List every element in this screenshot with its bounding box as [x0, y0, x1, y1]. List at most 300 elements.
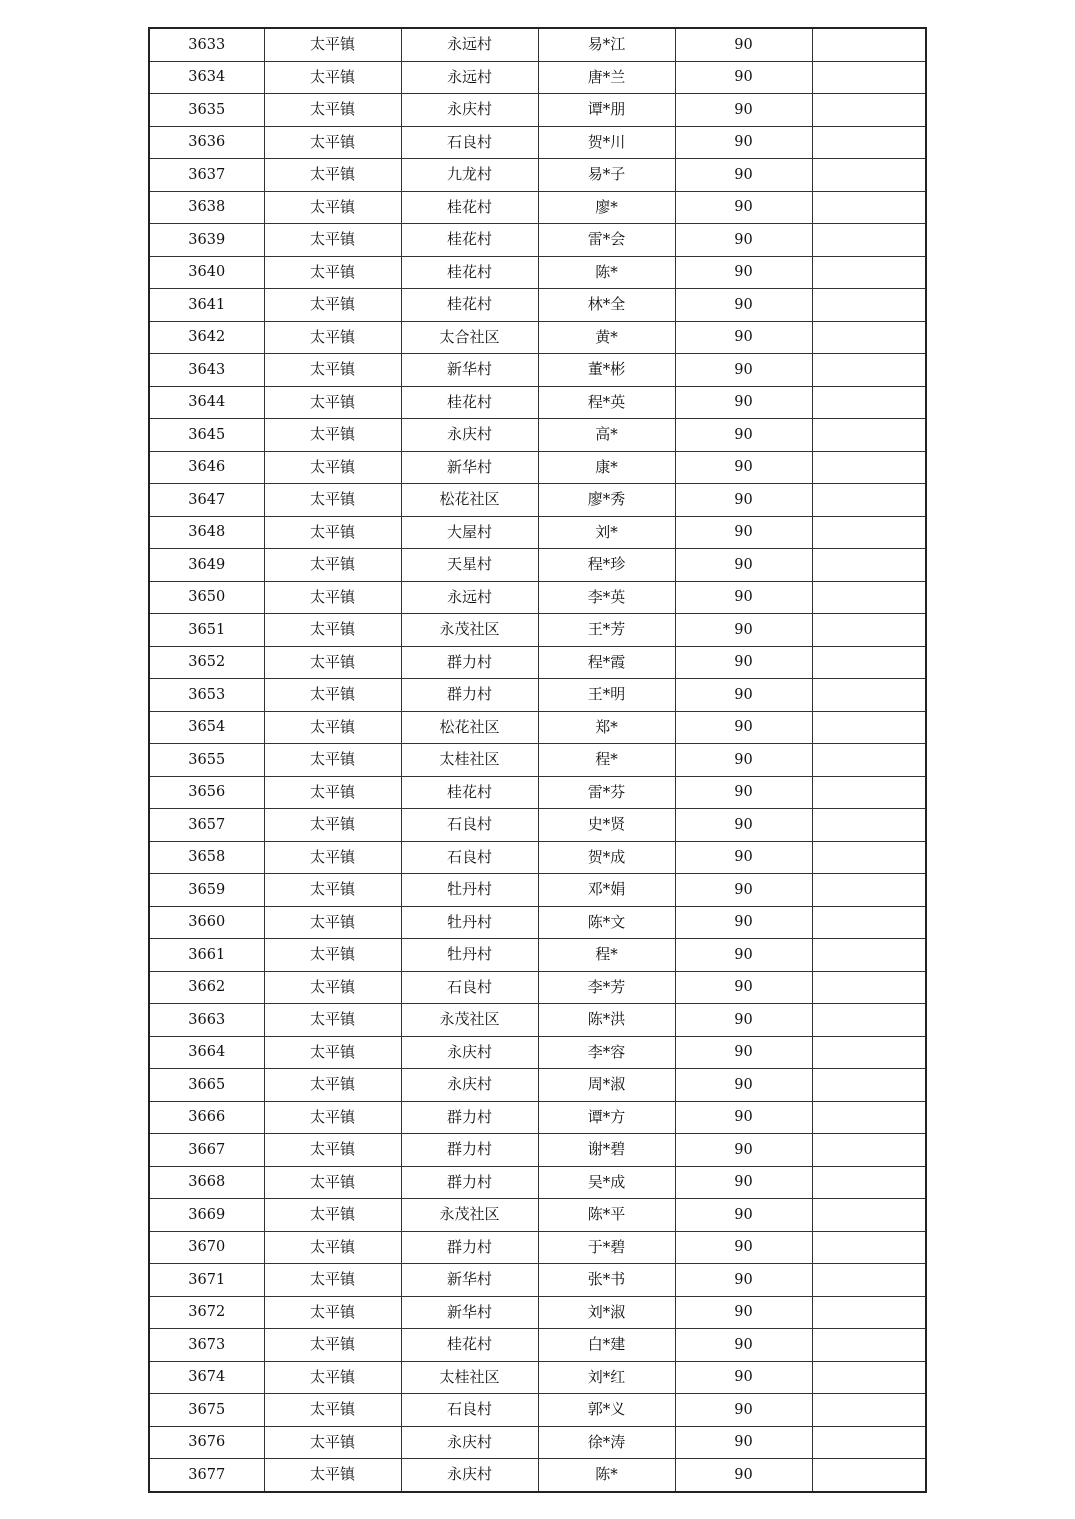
name-cell: 王*芳	[538, 614, 675, 647]
remark-cell	[812, 256, 926, 289]
name-cell: 雷*芬	[538, 776, 675, 809]
remark-cell	[812, 1329, 926, 1362]
town-cell: 太平镇	[264, 776, 401, 809]
name-cell: 唐*兰	[538, 61, 675, 94]
town-cell: 太平镇	[264, 1231, 401, 1264]
score-cell: 90	[675, 94, 812, 127]
score-cell: 90	[675, 581, 812, 614]
table-row	[149, 1134, 926, 1167]
name-cell: 康*	[538, 451, 675, 484]
table-row	[149, 776, 926, 809]
remark-cell	[812, 1426, 926, 1459]
town-cell: 太平镇	[264, 1036, 401, 1069]
name-cell: 刘*	[538, 516, 675, 549]
roster-table-body	[149, 28, 926, 1492]
name-cell: 谭*方	[538, 1101, 675, 1134]
name-cell: 郭*义	[538, 1394, 675, 1427]
village-cell: 大屋村	[401, 516, 538, 549]
table-row	[149, 516, 926, 549]
serial-number-cell: 3672	[149, 1296, 264, 1329]
name-cell: 陈*	[538, 1459, 675, 1492]
serial-number-cell: 3671	[149, 1264, 264, 1297]
table-row	[149, 1329, 926, 1362]
town-cell: 太平镇	[264, 679, 401, 712]
serial-number-cell: 3677	[149, 1459, 264, 1492]
serial-number-cell: 3651	[149, 614, 264, 647]
name-cell: 陈*平	[538, 1199, 675, 1232]
village-cell: 新华村	[401, 1296, 538, 1329]
village-cell: 牡丹村	[401, 874, 538, 907]
name-cell: 程*	[538, 744, 675, 777]
remark-cell	[812, 776, 926, 809]
village-cell: 永远村	[401, 61, 538, 94]
remark-cell	[812, 679, 926, 712]
serial-number-cell: 3668	[149, 1166, 264, 1199]
remark-cell	[812, 126, 926, 159]
table-row	[149, 126, 926, 159]
name-cell: 张*书	[538, 1264, 675, 1297]
table-row	[149, 321, 926, 354]
village-cell: 永远村	[401, 28, 538, 61]
town-cell: 太平镇	[264, 224, 401, 257]
serial-number-cell: 3655	[149, 744, 264, 777]
village-cell: 新华村	[401, 451, 538, 484]
town-cell: 太平镇	[264, 1134, 401, 1167]
name-cell: 林*全	[538, 289, 675, 322]
name-cell: 廖*	[538, 191, 675, 224]
table-row	[149, 224, 926, 257]
name-cell: 程*	[538, 939, 675, 972]
name-cell: 董*彬	[538, 354, 675, 387]
remark-cell	[812, 484, 926, 517]
village-cell: 石良村	[401, 809, 538, 842]
serial-number-cell: 3652	[149, 646, 264, 679]
name-cell: 邓*娟	[538, 874, 675, 907]
score-cell: 90	[675, 1004, 812, 1037]
remark-cell	[812, 744, 926, 777]
score-cell: 90	[675, 646, 812, 679]
score-cell: 90	[675, 1199, 812, 1232]
table-row	[149, 809, 926, 842]
remark-cell	[812, 1296, 926, 1329]
remark-cell	[812, 224, 926, 257]
serial-number-cell: 3647	[149, 484, 264, 517]
village-cell: 永庆村	[401, 1069, 538, 1102]
table-row	[149, 419, 926, 452]
score-cell: 90	[675, 28, 812, 61]
name-cell: 谢*碧	[538, 1134, 675, 1167]
table-row	[149, 191, 926, 224]
town-cell: 太平镇	[264, 1329, 401, 1362]
serial-number-cell: 3664	[149, 1036, 264, 1069]
remark-cell	[812, 321, 926, 354]
name-cell: 程*霞	[538, 646, 675, 679]
score-cell: 90	[675, 549, 812, 582]
village-cell: 牡丹村	[401, 939, 538, 972]
town-cell: 太平镇	[264, 1166, 401, 1199]
serial-number-cell: 3669	[149, 1199, 264, 1232]
remark-cell	[812, 581, 926, 614]
serial-number-cell: 3634	[149, 61, 264, 94]
town-cell: 太平镇	[264, 841, 401, 874]
village-cell: 松花社区	[401, 484, 538, 517]
village-cell: 石良村	[401, 971, 538, 1004]
score-cell: 90	[675, 711, 812, 744]
remark-cell	[812, 28, 926, 61]
remark-cell	[812, 1004, 926, 1037]
table-row	[149, 159, 926, 192]
table-row	[149, 1361, 926, 1394]
village-cell: 石良村	[401, 1394, 538, 1427]
score-cell: 90	[675, 1231, 812, 1264]
remark-cell	[812, 809, 926, 842]
table-row	[149, 711, 926, 744]
serial-number-cell: 3667	[149, 1134, 264, 1167]
score-cell: 90	[675, 159, 812, 192]
table-row	[149, 939, 926, 972]
table-row	[149, 874, 926, 907]
remark-cell	[812, 386, 926, 419]
name-cell: 李*芳	[538, 971, 675, 1004]
name-cell: 刘*红	[538, 1361, 675, 1394]
town-cell: 太平镇	[264, 1101, 401, 1134]
remark-cell	[812, 159, 926, 192]
table-row	[149, 1426, 926, 1459]
remark-cell	[812, 1199, 926, 1232]
remark-cell	[812, 61, 926, 94]
serial-number-cell: 3670	[149, 1231, 264, 1264]
table-row	[149, 841, 926, 874]
serial-number-cell: 3641	[149, 289, 264, 322]
village-cell: 永茂社区	[401, 1199, 538, 1232]
village-cell: 永茂社区	[401, 614, 538, 647]
serial-number-cell: 3674	[149, 1361, 264, 1394]
town-cell: 太平镇	[264, 906, 401, 939]
serial-number-cell: 3633	[149, 28, 264, 61]
town-cell: 太平镇	[264, 549, 401, 582]
table-row	[149, 581, 926, 614]
name-cell: 贺*川	[538, 126, 675, 159]
serial-number-cell: 3648	[149, 516, 264, 549]
serial-number-cell: 3639	[149, 224, 264, 257]
town-cell: 太平镇	[264, 451, 401, 484]
name-cell: 贺*成	[538, 841, 675, 874]
remark-cell	[812, 191, 926, 224]
score-cell: 90	[675, 1134, 812, 1167]
village-cell: 牡丹村	[401, 906, 538, 939]
village-cell: 桂花村	[401, 224, 538, 257]
town-cell: 太平镇	[264, 191, 401, 224]
town-cell: 太平镇	[264, 809, 401, 842]
table-row	[149, 1069, 926, 1102]
table-row	[149, 1166, 926, 1199]
table-row	[149, 1004, 926, 1037]
name-cell: 易*江	[538, 28, 675, 61]
serial-number-cell: 3673	[149, 1329, 264, 1362]
serial-number-cell: 3662	[149, 971, 264, 1004]
table-row	[149, 1394, 926, 1427]
serial-number-cell: 3656	[149, 776, 264, 809]
table-row	[149, 256, 926, 289]
remark-cell	[812, 516, 926, 549]
remark-cell	[812, 94, 926, 127]
score-cell: 90	[675, 1264, 812, 1297]
town-cell: 太平镇	[264, 126, 401, 159]
serial-number-cell: 3649	[149, 549, 264, 582]
score-cell: 90	[675, 1166, 812, 1199]
town-cell: 太平镇	[264, 1426, 401, 1459]
town-cell: 太平镇	[264, 1394, 401, 1427]
remark-cell	[812, 711, 926, 744]
score-cell: 90	[675, 354, 812, 387]
score-cell: 90	[675, 1101, 812, 1134]
village-cell: 桂花村	[401, 256, 538, 289]
remark-cell	[812, 549, 926, 582]
name-cell: 徐*涛	[538, 1426, 675, 1459]
town-cell: 太平镇	[264, 28, 401, 61]
table-row	[149, 94, 926, 127]
score-cell: 90	[675, 809, 812, 842]
score-cell: 90	[675, 1069, 812, 1102]
name-cell: 高*	[538, 419, 675, 452]
serial-number-cell: 3653	[149, 679, 264, 712]
score-cell: 90	[675, 451, 812, 484]
remark-cell	[812, 614, 926, 647]
town-cell: 太平镇	[264, 1459, 401, 1492]
remark-cell	[812, 646, 926, 679]
name-cell: 雷*会	[538, 224, 675, 257]
town-cell: 太平镇	[264, 1361, 401, 1394]
town-cell: 太平镇	[264, 939, 401, 972]
score-cell: 90	[675, 744, 812, 777]
table-row	[149, 451, 926, 484]
village-cell: 桂花村	[401, 386, 538, 419]
remark-cell	[812, 971, 926, 1004]
serial-number-cell: 3646	[149, 451, 264, 484]
remark-cell	[812, 874, 926, 907]
name-cell: 刘*淑	[538, 1296, 675, 1329]
town-cell: 太平镇	[264, 646, 401, 679]
serial-number-cell: 3659	[149, 874, 264, 907]
score-cell: 90	[675, 61, 812, 94]
table-row	[149, 28, 926, 61]
town-cell: 太平镇	[264, 354, 401, 387]
name-cell: 谭*朋	[538, 94, 675, 127]
village-cell: 永庆村	[401, 1459, 538, 1492]
village-cell: 松花社区	[401, 711, 538, 744]
village-cell: 群力村	[401, 1231, 538, 1264]
score-cell: 90	[675, 906, 812, 939]
remark-cell	[812, 1459, 926, 1492]
table-row	[149, 1264, 926, 1297]
table-row	[149, 549, 926, 582]
name-cell: 李*英	[538, 581, 675, 614]
remark-cell	[812, 354, 926, 387]
table-row	[149, 1459, 926, 1492]
town-cell: 太平镇	[264, 61, 401, 94]
village-cell: 新华村	[401, 1264, 538, 1297]
name-cell: 易*子	[538, 159, 675, 192]
village-cell: 天星村	[401, 549, 538, 582]
remark-cell	[812, 841, 926, 874]
serial-number-cell: 3665	[149, 1069, 264, 1102]
town-cell: 太平镇	[264, 1004, 401, 1037]
village-cell: 群力村	[401, 1101, 538, 1134]
table-row	[149, 614, 926, 647]
score-cell: 90	[675, 191, 812, 224]
village-cell: 群力村	[401, 646, 538, 679]
town-cell: 太平镇	[264, 1264, 401, 1297]
table-row	[149, 1036, 926, 1069]
village-cell: 群力村	[401, 1134, 538, 1167]
name-cell: 陈*文	[538, 906, 675, 939]
village-cell: 桂花村	[401, 776, 538, 809]
town-cell: 太平镇	[264, 289, 401, 322]
village-cell: 永庆村	[401, 1426, 538, 1459]
village-cell: 石良村	[401, 126, 538, 159]
score-cell: 90	[675, 874, 812, 907]
score-cell: 90	[675, 1036, 812, 1069]
score-cell: 90	[675, 516, 812, 549]
score-cell: 90	[675, 126, 812, 159]
remark-cell	[812, 906, 926, 939]
serial-number-cell: 3636	[149, 126, 264, 159]
serial-number-cell: 3637	[149, 159, 264, 192]
score-cell: 90	[675, 1361, 812, 1394]
score-cell: 90	[675, 1426, 812, 1459]
score-cell: 90	[675, 484, 812, 517]
name-cell: 郑*	[538, 711, 675, 744]
roster-table	[148, 27, 927, 1493]
table-row	[149, 61, 926, 94]
remark-cell	[812, 1166, 926, 1199]
remark-cell	[812, 1101, 926, 1134]
name-cell: 王*明	[538, 679, 675, 712]
serial-number-cell: 3640	[149, 256, 264, 289]
village-cell: 永庆村	[401, 1036, 538, 1069]
score-cell: 90	[675, 939, 812, 972]
name-cell: 陈*	[538, 256, 675, 289]
remark-cell	[812, 1134, 926, 1167]
score-cell: 90	[675, 1394, 812, 1427]
name-cell: 吴*成	[538, 1166, 675, 1199]
name-cell: 程*珍	[538, 549, 675, 582]
town-cell: 太平镇	[264, 256, 401, 289]
remark-cell	[812, 419, 926, 452]
score-cell: 90	[675, 841, 812, 874]
table-row	[149, 354, 926, 387]
table-row	[149, 1101, 926, 1134]
serial-number-cell: 3638	[149, 191, 264, 224]
town-cell: 太平镇	[264, 516, 401, 549]
village-cell: 九龙村	[401, 159, 538, 192]
table-row	[149, 1199, 926, 1232]
town-cell: 太平镇	[264, 581, 401, 614]
village-cell: 永远村	[401, 581, 538, 614]
town-cell: 太平镇	[264, 711, 401, 744]
serial-number-cell: 3645	[149, 419, 264, 452]
town-cell: 太平镇	[264, 386, 401, 419]
table-row	[149, 679, 926, 712]
name-cell: 廖*秀	[538, 484, 675, 517]
serial-number-cell: 3661	[149, 939, 264, 972]
score-cell: 90	[675, 1296, 812, 1329]
table-row	[149, 289, 926, 322]
score-cell: 90	[675, 971, 812, 1004]
name-cell: 黄*	[538, 321, 675, 354]
serial-number-cell: 3666	[149, 1101, 264, 1134]
village-cell: 新华村	[401, 354, 538, 387]
remark-cell	[812, 1361, 926, 1394]
town-cell: 太平镇	[264, 1069, 401, 1102]
village-cell: 石良村	[401, 841, 538, 874]
village-cell: 桂花村	[401, 191, 538, 224]
serial-number-cell: 3676	[149, 1426, 264, 1459]
serial-number-cell: 3660	[149, 906, 264, 939]
serial-number-cell: 3642	[149, 321, 264, 354]
remark-cell	[812, 451, 926, 484]
table-row	[149, 744, 926, 777]
village-cell: 群力村	[401, 679, 538, 712]
town-cell: 太平镇	[264, 614, 401, 647]
village-cell: 太合社区	[401, 321, 538, 354]
serial-number-cell: 3644	[149, 386, 264, 419]
score-cell: 90	[675, 224, 812, 257]
name-cell: 白*建	[538, 1329, 675, 1362]
town-cell: 太平镇	[264, 1199, 401, 1232]
serial-number-cell: 3675	[149, 1394, 264, 1427]
serial-number-cell: 3635	[149, 94, 264, 127]
score-cell: 90	[675, 256, 812, 289]
town-cell: 太平镇	[264, 874, 401, 907]
village-cell: 永庆村	[401, 419, 538, 452]
name-cell: 陈*洪	[538, 1004, 675, 1037]
town-cell: 太平镇	[264, 419, 401, 452]
remark-cell	[812, 939, 926, 972]
score-cell: 90	[675, 1329, 812, 1362]
town-cell: 太平镇	[264, 744, 401, 777]
table-row	[149, 386, 926, 419]
score-cell: 90	[675, 614, 812, 647]
village-cell: 桂花村	[401, 1329, 538, 1362]
serial-number-cell: 3658	[149, 841, 264, 874]
village-cell: 群力村	[401, 1166, 538, 1199]
remark-cell	[812, 1036, 926, 1069]
village-cell: 太桂社区	[401, 744, 538, 777]
village-cell: 太桂社区	[401, 1361, 538, 1394]
town-cell: 太平镇	[264, 971, 401, 1004]
score-cell: 90	[675, 776, 812, 809]
name-cell: 程*英	[538, 386, 675, 419]
table-row	[149, 1296, 926, 1329]
remark-cell	[812, 1069, 926, 1102]
remark-cell	[812, 289, 926, 322]
score-cell: 90	[675, 679, 812, 712]
serial-number-cell: 3654	[149, 711, 264, 744]
town-cell: 太平镇	[264, 159, 401, 192]
table-row	[149, 646, 926, 679]
remark-cell	[812, 1394, 926, 1427]
table-row	[149, 906, 926, 939]
table-row	[149, 971, 926, 1004]
remark-cell	[812, 1264, 926, 1297]
remark-cell	[812, 1231, 926, 1264]
table-row	[149, 1231, 926, 1264]
serial-number-cell: 3650	[149, 581, 264, 614]
town-cell: 太平镇	[264, 1296, 401, 1329]
score-cell: 90	[675, 386, 812, 419]
score-cell: 90	[675, 289, 812, 322]
